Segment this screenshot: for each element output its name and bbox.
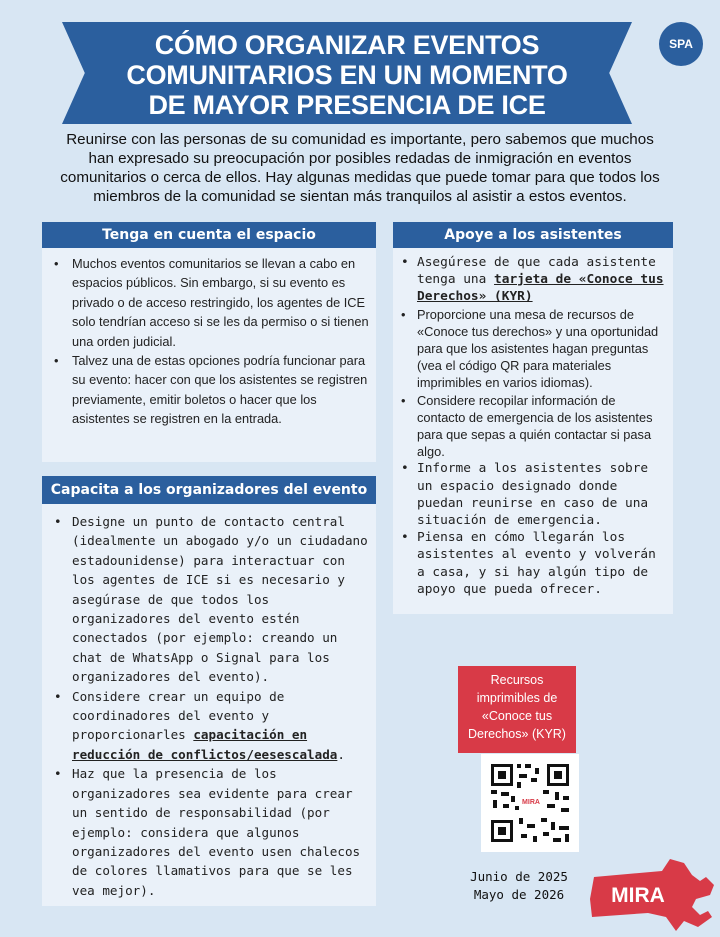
list-item-text: Asegúrese de que cada asistente tenga una: [417, 255, 656, 288]
massachusetts-map-icon: [588, 855, 720, 932]
list-item: • Haz que la presencia de los organizadores sea evidente para crear un sentido de responsabilidad (por ejemplo: considera que algunos organizadores del evento usen chalecos de colores llamativos para que se les vea mejor).: [42, 764, 370, 900]
list-item: • Proporcione una mesa de recursos de «Conoce tus derechos» y una oportunidad para que los asistentes hagan preguntas (vea el código QR para materiales imprimibles en varios idiomas).: [393, 306, 667, 392]
organizers-heading: Capacita a los organizadores del evento: [42, 476, 376, 504]
attendees-heading: Apoye a los asistentes: [393, 222, 673, 248]
space-list: [42, 248, 376, 429]
mira-logo: [588, 855, 720, 932]
list-item: [42, 687, 370, 765]
list-item: • Muchos eventos comunitarios se llevan a cabo en espacios públicos. Sin embargo, si su evento es privado o de acceso restringido, los agentes de ICE solo tendrían acceso si se les da permiso o si tienen una orden judicial.: [42, 254, 370, 351]
list-item: • Piensa en cómo llegarán los asistentes al evento y volverán a casa, y si hay algún tipo de apoyo que pueda ofrecer.: [393, 529, 667, 598]
list-item-text: .: [337, 746, 345, 762]
organizers-section: [42, 476, 376, 906]
language-badge: SPA: [659, 22, 703, 66]
logo-text: MIRA: [611, 884, 665, 907]
list-item: [393, 254, 667, 306]
intro-paragraph: Reunirse con las personas de su comunidad es importante, pero sabemos que muchos han expresado su preocupación por posibles redadas de inmigración en eventos comunitarios o cerca de ellos. Hay algunas medidas que puede tomar para que todos los miembros de la comunidad se sientan más tranquilos al asistir a estos eventos.: [60, 131, 660, 205]
qr-code[interactable]: [481, 754, 579, 852]
space-section: [42, 222, 376, 462]
list-item-text: Considere crear un equipo de coordinadores del evento y proporcionarles: [72, 688, 285, 743]
publication-dates: Junio de 2025 Mayo de 2026: [470, 869, 568, 902]
attendees-section: [393, 222, 673, 614]
list-item: • Considere recopilar información de contacto de emergencia de los asistentes para que sepas a quién contactar si pasa algo.: [393, 392, 667, 461]
qr-code-icon: [481, 754, 579, 852]
list-item: • Talvez una de estas opciones podría funcionar para su evento: hacer con que los asistentes se registren previamente, emitir boletos o hacer que los asistentes se registren en la entrada.: [42, 351, 370, 429]
de-escalation-training-link[interactable]: capacitación en reducción de conflictos/eesescalada: [72, 727, 338, 762]
resources-label: Recursos imprimibles de «Conoce tus Derechos» (KYR): [458, 666, 576, 753]
kyr-card-link[interactable]: tarjeta de «Conoce tus Derechos» (KYR): [417, 272, 664, 305]
page-title: CÓMO ORGANIZAR EVENTOS COMUNITARIOS EN UN MOMENTO DE MAYOR PRESENCIA DE ICE: [126, 30, 568, 120]
organizers-list: [42, 504, 376, 900]
space-heading: Tenga en cuenta el espacio: [42, 222, 376, 248]
list-item: • Informe a los asistentes sobre un espacio designado donde puedan reunirse en caso de una situación de emergencia.: [393, 460, 667, 529]
list-item: • Designe un punto de contacto central (idealmente un abogado y/o un ciudadano estadounidense) para interactuar con los agentes de ICE si es necesario y asegúrase de que todos los organizadores del evento estén conectados (por ejemplo: creando un chat de WhatsApp o Signal para los organizadores del evento).: [42, 512, 370, 687]
attendees-list: [393, 248, 673, 598]
qr-logo-text: MIRA: [522, 799, 540, 806]
